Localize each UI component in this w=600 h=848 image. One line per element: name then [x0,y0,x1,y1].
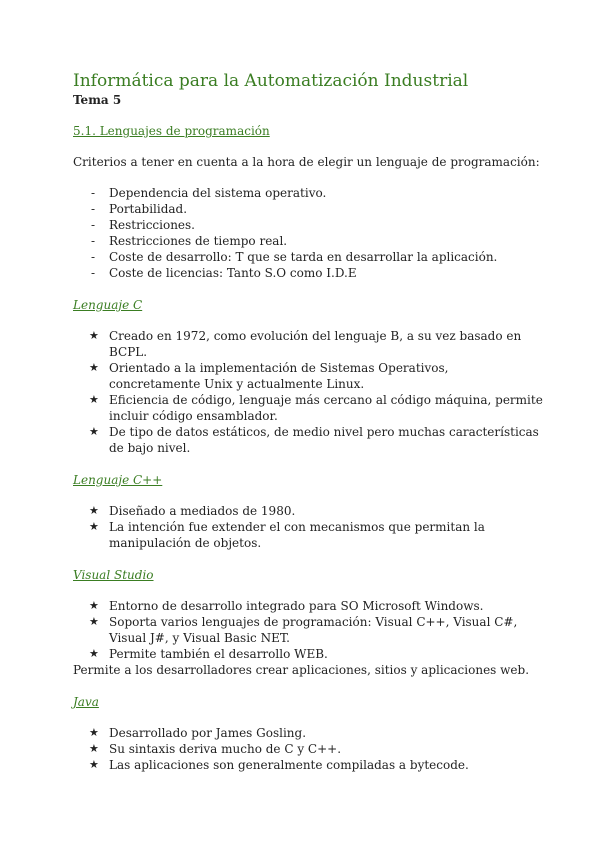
list-item: - Coste de desarrollo: T que se tarda en desarrollar la aplicación. [91,250,498,264]
criteria-list [73,185,543,281]
document-page [73,70,543,789]
list-item: - Restricciones de tiempo real. [91,234,288,248]
star-bullet-icon: ★ [89,425,99,438]
list-item: ★ Creado en 1972, como evolución del lenguaje B, a su vez basado en BCPL. [89,329,522,359]
star-bullet-icon: ★ [89,520,99,533]
java-list [73,725,543,773]
document-subtitle: Tema 5 [73,93,122,107]
star-bullet-icon: ★ [89,742,99,755]
list-item: - Coste de licencias: Tanto S.O como I.D.E [91,266,357,280]
list-item: ★ Diseñado a mediados de 1980. [89,504,296,518]
star-bullet-icon: ★ [89,758,99,771]
dash-bullet: - [91,186,96,200]
list-item: - Portabilidad. [91,202,188,216]
section-heading-lenguaje-c: Lenguaje C [73,298,143,312]
section-heading-5-1: 5.1. Lenguajes de programación [73,124,270,138]
list-item: ★ De tipo de datos estáticos, de medio nivel pero muchas características de bajo nivel. [89,425,539,455]
list-item: ★ Desarrollado por James Gosling. [89,726,307,740]
list-item: ★ Soporta varios lenguajes de programación: Visual C++, Visual C#, Visual J#, y Visual Basic NET. [89,615,518,645]
star-bullet-icon: ★ [89,726,99,739]
lenguaje-c-list [73,328,543,456]
star-bullet-icon: ★ [89,615,99,628]
criteria-intro: Criterios a tener en cuenta a la hora de elegir un lenguaje de programación: [73,155,540,169]
list-item: - Restricciones. [91,218,195,232]
star-bullet-icon: ★ [89,393,99,406]
list-item: ★ Permite también el desarrollo WEB. [89,647,328,661]
star-bullet-icon: ★ [89,329,99,342]
section-heading-lenguaje-cpp: Lenguaje C++ [73,473,163,487]
dash-bullet: - [91,250,96,264]
dash-bullet: - [91,234,96,248]
lenguaje-cpp-list [73,503,543,551]
list-item: ★ Eficiencia de código, lenguaje más cercano al código máquina, permite incluir código ensamblador. [89,393,543,423]
list-item: ★ Orientado a la implementación de Sistemas Operativos, concretamente Unix y actualmente Linux. [89,361,449,391]
list-item: - Dependencia del sistema operativo. [91,186,327,200]
list-item: ★ La intención fue extender el con mecanismos que permitan la manipulación de objetos. [89,520,485,550]
dash-bullet: - [91,266,96,280]
list-item: ★ Las aplicaciones son generalmente compiladas a bytecode. [89,758,469,772]
document-title: Informática para la Automatización Industrial [73,71,469,91]
visual-studio-list [73,598,543,662]
section-heading-visual-studio: Visual Studio [73,568,154,582]
star-bullet-icon: ★ [89,361,99,374]
list-item: ★ Entorno de desarrollo integrado para SO Microsoft Windows. [89,599,484,613]
section-heading-java: Java [73,695,99,709]
star-bullet-icon: ★ [89,504,99,517]
list-item: ★ Su sintaxis deriva mucho de C y C++. [89,742,342,756]
dash-bullet: - [91,218,96,232]
star-bullet-icon: ★ [89,647,99,660]
star-bullet-icon: ★ [89,599,99,612]
visual-studio-note: Permite a los desarrolladores crear aplicaciones, sitios y aplicaciones web. [73,663,530,677]
dash-bullet: - [91,202,96,216]
